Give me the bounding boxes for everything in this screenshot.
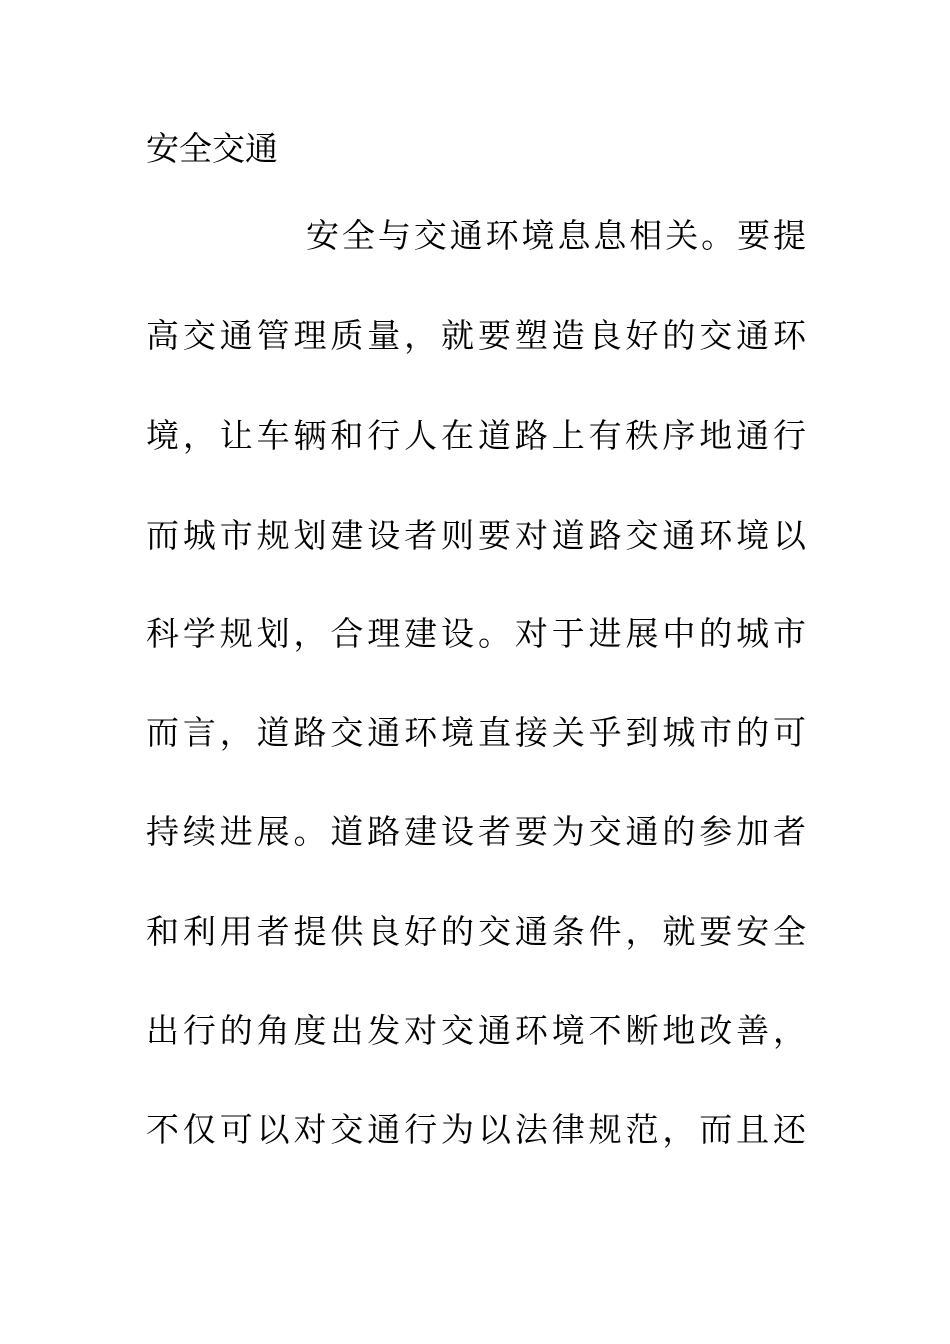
paragraph-line-3: 境，让车辆和行人在道路上有秩序地通行: [146, 416, 806, 455]
paragraph-line-9: 出行的角度出发对交通环境不断地改善，: [146, 1011, 806, 1050]
paragraph-line-7: 持续进展。道路建设者要为交通的参加者: [146, 812, 806, 851]
paragraph-line-10: 不仅可以对交通行为以法律规范，而且还: [146, 1110, 806, 1149]
paragraph-line-4: 而城市规划建设者则要对道路交通环境以: [146, 516, 806, 555]
document-title: 安全交通: [146, 129, 278, 168]
paragraph-line-2: 高交通管理质量，就要塑造良好的交通环: [146, 316, 806, 355]
paragraph-line-1: 安全与交通环境息息相关。要提: [306, 216, 806, 255]
paragraph-line-6: 而言，道路交通环境直接关乎到城市的可: [146, 713, 806, 752]
paragraph-line-8: 和利用者提供良好的交通条件，就要安全: [146, 912, 806, 951]
paragraph-line-5: 科学规划，合理建设。对于进展中的城市: [146, 614, 806, 653]
